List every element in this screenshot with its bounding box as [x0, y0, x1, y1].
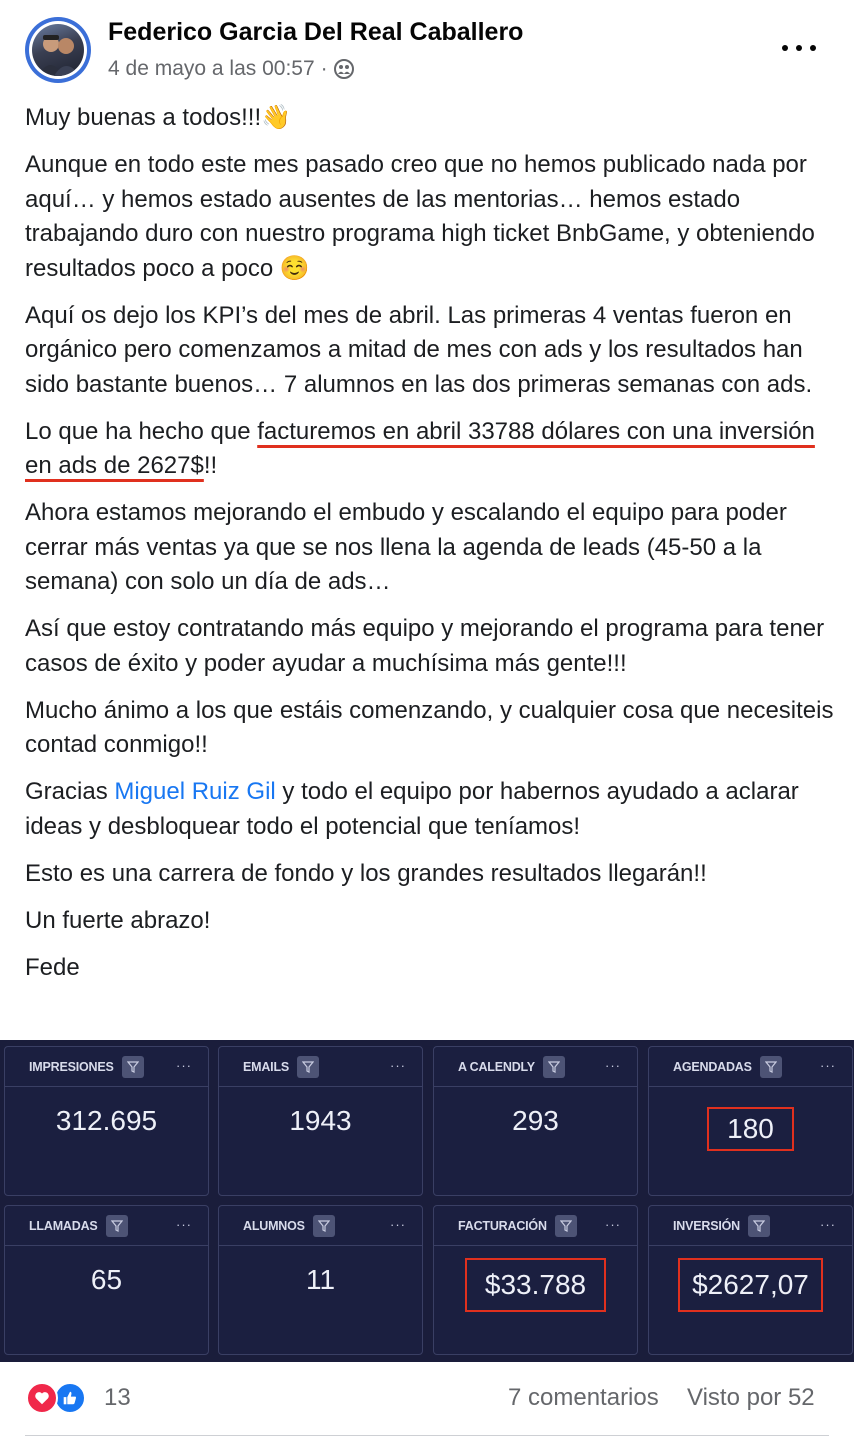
post-paragraph: Fede — [25, 953, 80, 981]
kpi-card — [218, 1205, 423, 1355]
filter-icon — [543, 1056, 565, 1078]
kpi-title: AGENDADAS — [673, 1059, 752, 1074]
kpi-value-highlighted: $2627,07 — [678, 1258, 823, 1312]
author-name[interactable]: Federico Garcia Del Real Caballero — [108, 18, 524, 46]
card-more-icon: ··· — [390, 1217, 406, 1232]
post-paragraph: Mucho ánimo a los que estáis comenzando, y cualquier cosa que necesiteis contad conmigo!! — [25, 696, 834, 758]
kpi-title: FACTURACIÓN — [458, 1218, 547, 1233]
post-paragraph — [25, 775, 835, 844]
card-more-icon: ··· — [605, 1058, 621, 1073]
highlighted-text: facturemos en abril 33788 dólares con una inversión en ads de 2627$ — [25, 417, 815, 479]
card-more-icon: ··· — [390, 1058, 406, 1073]
reactions-summary[interactable] — [26, 1382, 96, 1416]
kpi-value: 293 — [512, 1105, 559, 1136]
filter-icon — [555, 1215, 577, 1237]
seen-by-count[interactable]: Visto por 52 — [687, 1384, 815, 1411]
kpi-value: 312.695 — [55, 1105, 158, 1136]
post-meta — [108, 57, 354, 81]
post-paragraph: Esto es una carrera de fondo y los grandes resultados llegarán!! — [25, 859, 707, 887]
filter-icon — [313, 1215, 335, 1237]
post-paragraph — [25, 415, 835, 484]
post-header — [0, 0, 854, 100]
post-paragraph: Así que estoy contratando más equipo y mejorando el programa para tener casos de éxito y poder ayudar a muchísima más gente!!! — [25, 615, 825, 677]
post-paragraph: Un fuerte abrazo! — [25, 906, 211, 934]
kpi-title: LLAMADAS — [29, 1218, 98, 1233]
kpi-value: 1943 — [289, 1105, 352, 1136]
kpi-card — [648, 1205, 853, 1355]
love-reaction-icon — [26, 1382, 58, 1414]
post-body — [25, 100, 835, 998]
kpi-card — [4, 1046, 209, 1196]
filter-icon — [760, 1056, 782, 1078]
avatar[interactable] — [25, 17, 91, 83]
kpi-card — [433, 1205, 638, 1355]
mention-link[interactable]: Miguel Ruiz Gil — [114, 778, 276, 805]
kpi-card — [648, 1046, 853, 1196]
text-segment: y todo el equipo por habernos ayudado a aclarar ideas y desbloquear todo el potencial que teníamos! — [25, 778, 799, 840]
text-segment: !! — [203, 452, 218, 479]
filter-icon — [297, 1056, 319, 1078]
kpi-title: ALUMNOS — [243, 1218, 305, 1233]
filter-icon — [106, 1215, 128, 1237]
kpi-title: A CALENDLY — [458, 1059, 535, 1074]
filter-icon — [748, 1215, 770, 1237]
post-paragraph: Ahora estamos mejorando el embudo y escalando el equipo para poder cerrar más ventas ya que se nos llena la agenda de leads (45-50 a la semana) con solo un día de ads… — [25, 499, 787, 595]
text-segment: Lo que ha hecho que — [25, 417, 258, 445]
card-more-icon: ··· — [176, 1058, 192, 1073]
friends-icon[interactable] — [334, 59, 354, 79]
post-paragraph: Muy buenas a todos!!!👋 — [25, 104, 292, 131]
filter-icon — [122, 1056, 144, 1078]
kpi-value-highlighted: 180 — [707, 1107, 794, 1151]
card-more-icon: ··· — [820, 1058, 836, 1073]
kpi-card — [433, 1046, 638, 1196]
comments-count-link[interactable]: 7 comentarios — [508, 1384, 659, 1411]
post-paragraph: Aquí os dejo los KPI’s del mes de abril. Las primeras 4 ventas fueron en orgánico pero comenzamos a mitad de mes con ads y los resultados han sido bastante buenos… 7 alumnos en las dos primeras semanas con ads. — [25, 301, 813, 398]
card-more-icon: ··· — [605, 1217, 621, 1232]
more-options-button[interactable] — [782, 38, 816, 58]
kpi-title: IMPRESIONES — [29, 1059, 114, 1074]
text-segment: Gracias — [25, 778, 115, 805]
kpi-value-highlighted: $33.788 — [465, 1258, 606, 1312]
kpi-card — [218, 1046, 423, 1196]
post-timestamp[interactable]: 4 de mayo a las 00:57 — [108, 57, 315, 80]
kpi-dashboard-image[interactable] — [0, 1040, 854, 1362]
kpi-card — [4, 1205, 209, 1355]
card-more-icon: ··· — [820, 1217, 836, 1232]
kpi-value: 65 — [90, 1264, 123, 1295]
card-more-icon: ··· — [176, 1217, 192, 1232]
kpi-title: INVERSIÓN — [673, 1218, 740, 1233]
divider — [25, 1435, 829, 1436]
kpi-title: EMAILS — [243, 1059, 290, 1074]
like-reaction-icon — [54, 1382, 86, 1414]
meta-separator: · — [320, 57, 328, 80]
post-footer — [0, 1362, 854, 1440]
reaction-count[interactable]: 13 — [104, 1384, 131, 1411]
kpi-value: 11 — [305, 1264, 336, 1295]
post-paragraph: Aunque en todo este mes pasado creo que no hemos publicado nada por aquí… y hemos estado ausentes de las mentorias… hemos estado trabajando duro con nuestro programa high ticket BnbGame, y obteniendo resultados poco a poco ☺️ — [25, 151, 815, 282]
profile-photo — [32, 24, 84, 76]
